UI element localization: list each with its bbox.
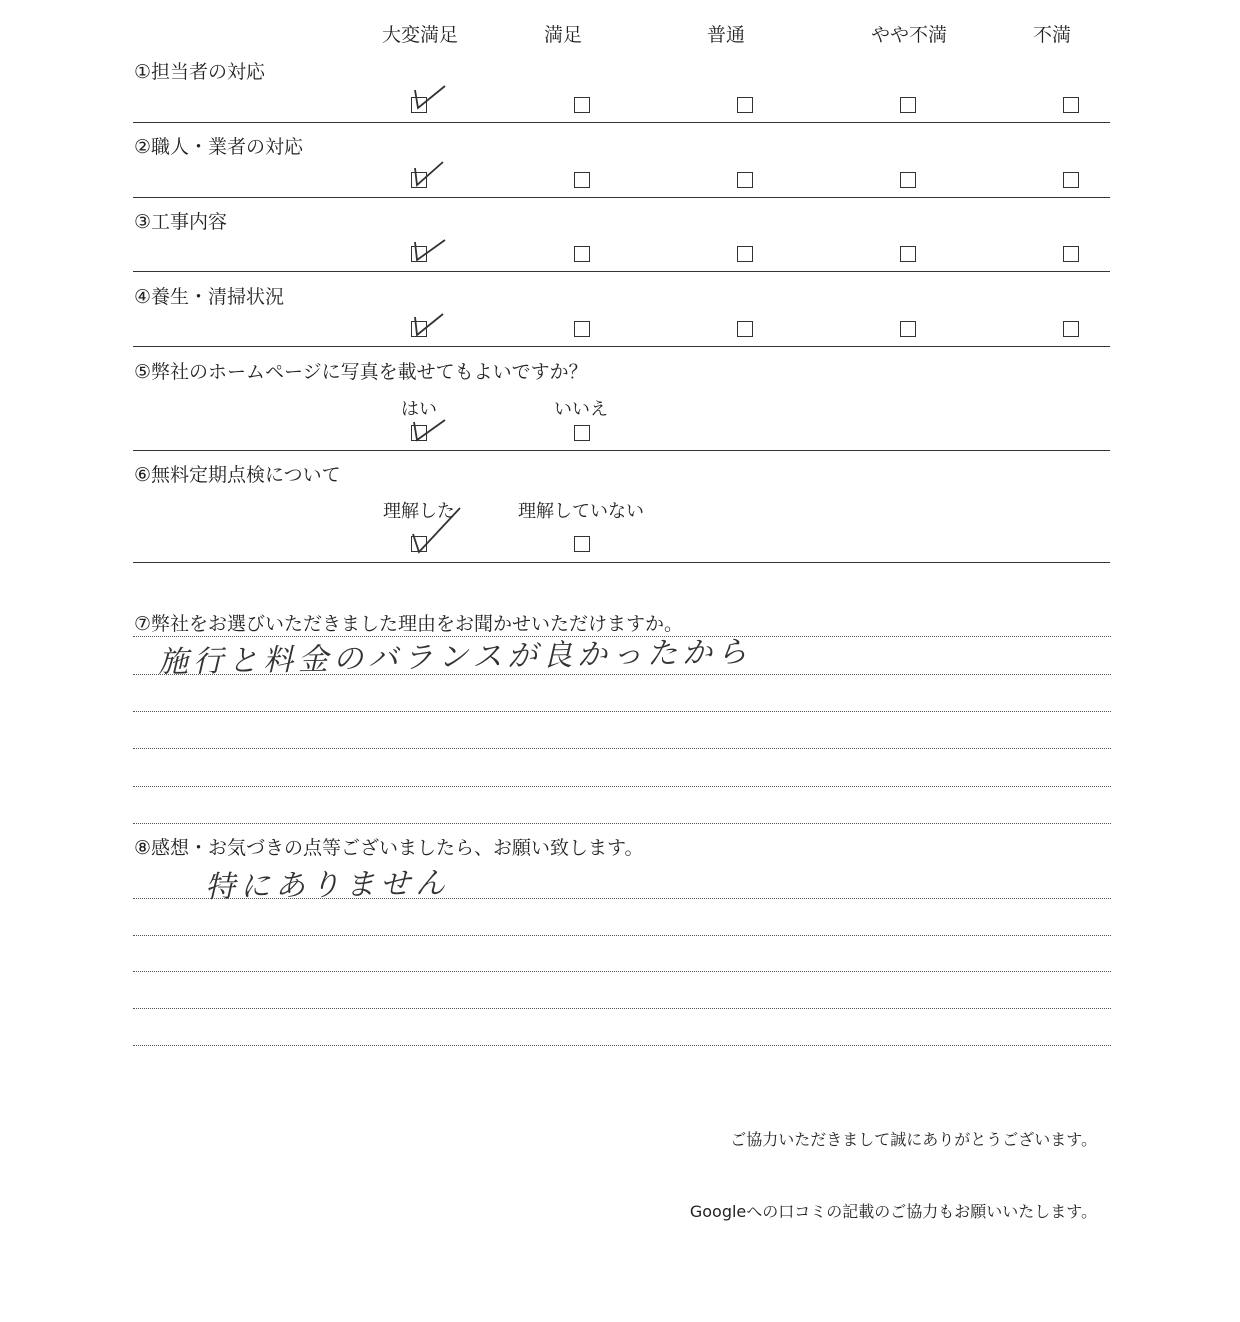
divider [133, 122, 1110, 123]
answer-line [133, 711, 1111, 712]
question-6-label: ⑥無料定期点検について [134, 464, 341, 486]
q3-checkbox-dissatisfied[interactable] [1063, 246, 1079, 262]
q4-checkbox-satisfied[interactable] [574, 321, 590, 337]
google-review-request: Googleへの口コミの記載のご協力もお願いいたします。 [689, 1202, 1097, 1221]
answer-line [133, 1008, 1111, 1009]
divider [133, 197, 1110, 198]
answer-line [133, 786, 1111, 787]
q2-checkmark-icon [405, 158, 450, 190]
q7-handwritten-answer: 施行と料金のバランスが良かったから [157, 634, 753, 681]
column-header-very-satisfied: 大変満足 [381, 24, 458, 46]
q1-checkbox-dissatisfied[interactable] [1063, 97, 1079, 113]
answer-line [133, 898, 1111, 899]
answer-line [133, 674, 1111, 675]
answer-line [133, 823, 1111, 824]
divider [133, 562, 1110, 563]
q3-checkbox-neutral[interactable] [737, 246, 753, 262]
q4-checkbox-neutral[interactable] [737, 321, 753, 337]
q2-checkbox-dissatisfied[interactable] [1063, 172, 1079, 188]
q3-checkbox-satisfied[interactable] [574, 246, 590, 262]
answer-line [133, 636, 1111, 637]
question-8-label: ⑧感想・お気づきの点等ございましたら、お願い致します。 [134, 837, 644, 859]
q2-checkbox-neutral[interactable] [737, 172, 753, 188]
q5-checkmark-icon [405, 414, 450, 444]
q4-checkmark-icon [405, 309, 450, 341]
divider [133, 271, 1110, 272]
question-3-label: ③工事内容 [134, 211, 228, 233]
answer-line [133, 935, 1111, 936]
q2-checkbox-satisfied[interactable] [574, 172, 590, 188]
column-header-dissatisfied: 不満 [1032, 24, 1071, 46]
q8-handwritten-answer: 特にありません [204, 865, 451, 906]
question-7-label: ⑦弊社をお選びいただきました理由をお聞かせいただけますか。 [134, 613, 684, 635]
q3-checkmark-icon [405, 234, 450, 266]
q1-checkbox-somewhat-dissatisfied[interactable] [900, 97, 916, 113]
question-5-label: ⑤弊社のホームページに写真を載せてもよいですか？ [134, 361, 588, 383]
q4-checkbox-dissatisfied[interactable] [1063, 321, 1079, 337]
q5-checkbox-no[interactable] [574, 425, 590, 441]
q5-option-no-label: いいえ [554, 399, 608, 420]
question-4-label: ④養生・清掃状況 [134, 286, 285, 308]
divider [133, 346, 1110, 347]
q6-option-understood-label: 理解した [383, 501, 455, 522]
q6-checkbox-not-understood[interactable] [574, 536, 590, 552]
q6-checkmark-icon [405, 504, 465, 554]
question-2-label: ②職人・業者の対応 [134, 136, 304, 158]
answer-line [133, 1045, 1111, 1046]
column-header-neutral: 普通 [706, 24, 745, 46]
q1-checkbox-satisfied[interactable] [574, 97, 590, 113]
q6-option-not-understood-label: 理解していない [518, 501, 644, 522]
thank-you-message: ご協力いただきまして誠にありがとうございます。 [730, 1130, 1097, 1149]
q1-checkbox-neutral[interactable] [737, 97, 753, 113]
q2-checkbox-somewhat-dissatisfied[interactable] [900, 172, 916, 188]
q5-option-yes-label: はい [401, 399, 437, 420]
column-header-satisfied: 満足 [543, 24, 582, 46]
answer-line [133, 748, 1111, 749]
q4-checkbox-somewhat-dissatisfied[interactable] [900, 321, 916, 337]
divider [133, 450, 1110, 451]
answer-line [133, 971, 1111, 972]
column-header-somewhat-dissatisfied: やや不満 [870, 24, 947, 46]
q1-checkmark-icon [405, 82, 450, 114]
question-1-label: ①担当者の対応 [134, 61, 266, 83]
q3-checkbox-somewhat-dissatisfied[interactable] [900, 246, 916, 262]
